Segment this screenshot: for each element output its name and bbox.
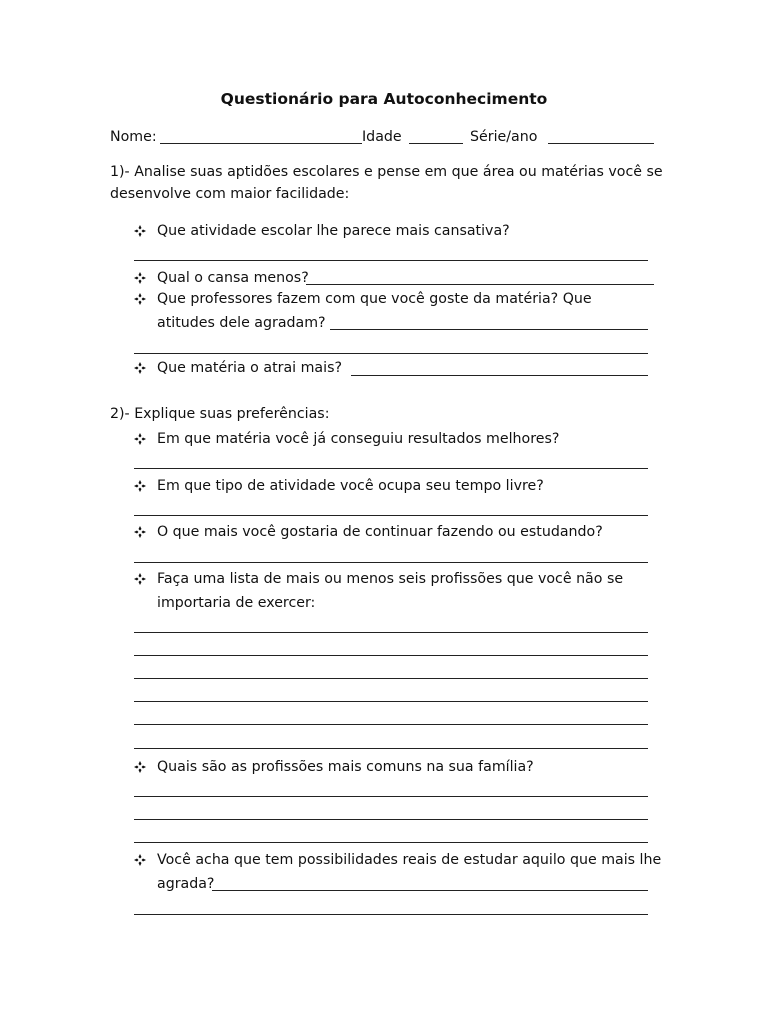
diamond-bullet-icon xyxy=(134,225,146,237)
diamond-bullet-icon xyxy=(134,854,146,866)
nome-field[interactable] xyxy=(160,143,362,144)
answer-line[interactable] xyxy=(134,468,648,469)
question-text: Que professores fazem com que você goste da matéria? Que xyxy=(157,291,592,307)
answer-line[interactable] xyxy=(134,515,648,516)
question-text: Em que matéria você já conseguiu resultados melhores? xyxy=(157,431,560,447)
answer-line[interactable] xyxy=(330,329,648,330)
question-text: Que atividade escolar lhe parece mais cansativa? xyxy=(157,223,510,239)
answer-line[interactable] xyxy=(134,353,648,354)
section1-intro-line2: desenvolve com maior facilidade: xyxy=(110,186,350,202)
diamond-bullet-icon xyxy=(134,573,146,585)
answer-line[interactable] xyxy=(351,375,648,376)
answer-line[interactable] xyxy=(306,284,654,285)
nome-label: Nome: xyxy=(110,129,157,145)
answer-line[interactable] xyxy=(134,701,648,702)
answer-line[interactable] xyxy=(134,260,648,261)
question-text: O que mais você gostaria de continuar fazendo ou estudando? xyxy=(157,524,603,540)
idade-field[interactable] xyxy=(409,143,463,144)
question-text: Você acha que tem possibilidades reais de estudar aquilo que mais lhe xyxy=(157,852,662,868)
answer-line[interactable] xyxy=(134,724,648,725)
serie-label: Série/ano xyxy=(470,129,538,145)
answer-line[interactable] xyxy=(212,890,648,891)
diamond-bullet-icon xyxy=(134,761,146,773)
answer-line[interactable] xyxy=(134,796,648,797)
answer-line[interactable] xyxy=(134,819,648,820)
diamond-bullet-icon xyxy=(134,433,146,445)
section1-intro-line1: 1)- Analise suas aptidões escolares e pense em que área ou matérias você se xyxy=(110,164,663,180)
diamond-bullet-icon xyxy=(134,272,146,284)
answer-line[interactable] xyxy=(134,748,648,749)
question-text: Que matéria o atrai mais? xyxy=(157,360,342,376)
answer-line[interactable] xyxy=(134,678,648,679)
question-text-cont: atitudes dele agradam? xyxy=(157,315,326,331)
answer-line[interactable] xyxy=(134,632,648,633)
answer-line[interactable] xyxy=(134,842,648,843)
idade-label: Idade xyxy=(362,129,402,145)
serie-field[interactable] xyxy=(548,143,654,144)
question-text-cont: agrada? xyxy=(157,876,215,892)
diamond-bullet-icon xyxy=(134,362,146,374)
answer-line[interactable] xyxy=(134,655,648,656)
diamond-bullet-icon xyxy=(134,293,146,305)
diamond-bullet-icon xyxy=(134,480,146,492)
diamond-bullet-icon xyxy=(134,526,146,538)
page-title: Questionário para Autoconhecimento xyxy=(220,90,548,108)
question-text-cont: importaria de exercer: xyxy=(157,595,316,611)
answer-line[interactable] xyxy=(134,562,648,563)
question-text: Quais são as profissões mais comuns na sua família? xyxy=(157,759,534,775)
question-text: Em que tipo de atividade você ocupa seu tempo livre? xyxy=(157,478,544,494)
question-text: Qual o cansa menos? xyxy=(157,270,309,286)
answer-line[interactable] xyxy=(134,914,648,915)
section2-intro: 2)- Explique suas preferências: xyxy=(110,406,330,422)
question-text: Faça uma lista de mais ou menos seis profissões que você não se xyxy=(157,571,624,587)
